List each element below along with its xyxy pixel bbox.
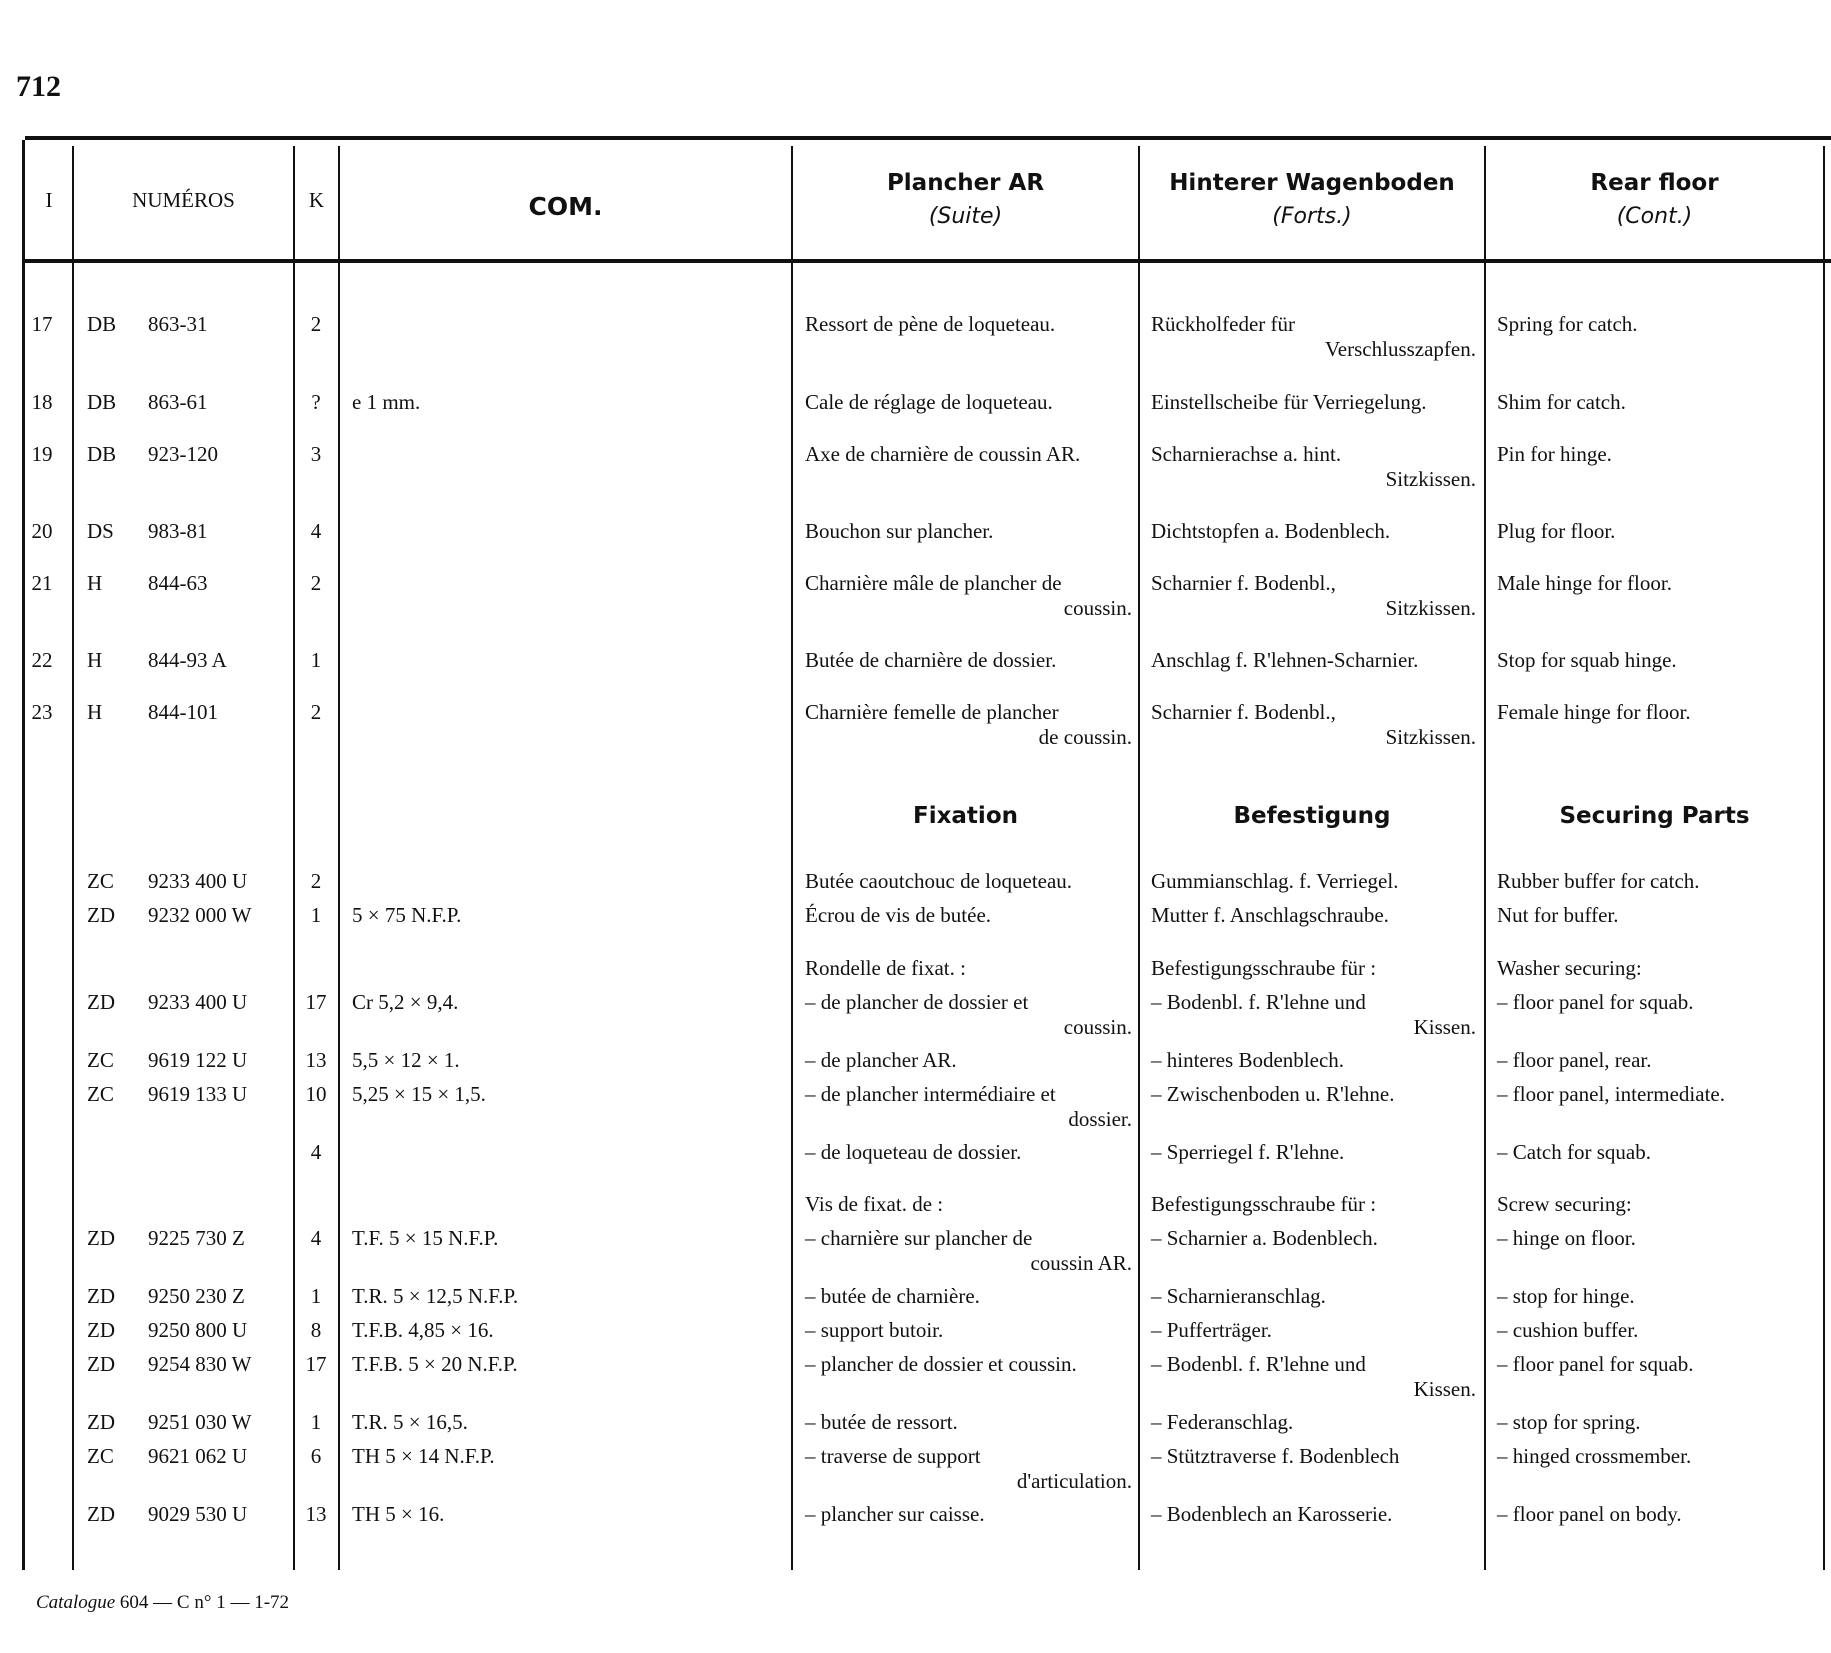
desc-de bbox=[1151, 1226, 1476, 1251]
ref-index: 21 bbox=[31, 571, 53, 595]
ref-index: 18 bbox=[31, 390, 53, 414]
desc-fr bbox=[805, 1502, 1132, 1527]
desc-fr-line1: – traverse de support bbox=[805, 1444, 981, 1468]
quantity: 1 bbox=[310, 1284, 322, 1308]
desc-de bbox=[1151, 1284, 1476, 1309]
quantity: 13 bbox=[305, 1048, 327, 1072]
quantity: 2 bbox=[310, 700, 322, 724]
desc-fr-line2: d'articulation. bbox=[1016, 1469, 1132, 1493]
part-number: 9619 122 U bbox=[148, 1048, 248, 1072]
part-number: 844-93 A bbox=[148, 648, 227, 672]
desc-de-line2: Sitzkissen. bbox=[1385, 725, 1476, 749]
desc-en: – hinged crossmember. bbox=[1497, 1444, 1692, 1468]
desc-de bbox=[1151, 1444, 1476, 1469]
desc-de-line1: Befestigungsschraube für : bbox=[1151, 956, 1377, 980]
desc-de-line1: Scharnier f. Bodenbl., bbox=[1151, 571, 1336, 595]
quantity: 13 bbox=[305, 1502, 327, 1526]
part-prefix: ZC bbox=[87, 1444, 114, 1468]
quantity: 3 bbox=[310, 442, 322, 466]
desc-de bbox=[1151, 442, 1476, 492]
desc-fr bbox=[805, 1318, 1132, 1343]
part-number: 923-120 bbox=[148, 442, 218, 466]
desc-de bbox=[1151, 519, 1476, 544]
part-prefix: ZC bbox=[87, 869, 114, 893]
ref-index: 22 bbox=[31, 648, 53, 672]
header-col-com: COM. bbox=[528, 192, 603, 221]
desc-de-line1: Mutter f. Anschlagschraube. bbox=[1151, 903, 1389, 927]
quantity: 1 bbox=[310, 1410, 322, 1434]
header-bottom-rule bbox=[25, 259, 1831, 263]
ref-index: 17 bbox=[31, 312, 53, 336]
desc-fr-line2: coussin. bbox=[1063, 596, 1132, 620]
desc-fr bbox=[805, 648, 1132, 673]
desc-fr bbox=[805, 1192, 1132, 1217]
desc-fr bbox=[805, 700, 1132, 750]
part-prefix: ZD bbox=[87, 1502, 115, 1526]
desc-en: Rubber buffer for catch. bbox=[1497, 869, 1700, 893]
table-row bbox=[0, 648, 1831, 708]
header-en-sub: (Cont.) bbox=[1616, 204, 1693, 229]
comment: T.F.B. 4,85 × 16. bbox=[352, 1318, 494, 1342]
desc-de bbox=[1151, 571, 1476, 621]
header-de-sub: (Forts.) bbox=[1272, 204, 1352, 229]
desc-fr-line1: – de plancher de dossier et bbox=[805, 990, 1029, 1014]
desc-de bbox=[1151, 990, 1476, 1040]
desc-de-line2: Sitzkissen. bbox=[1385, 596, 1476, 620]
desc-de bbox=[1151, 869, 1476, 894]
header-fr-title: Plancher AR bbox=[886, 170, 1045, 196]
table-row bbox=[0, 1352, 1831, 1412]
part-number: 9250 800 U bbox=[148, 1318, 248, 1342]
table-row bbox=[0, 571, 1831, 631]
comment: T.R. 5 × 12,5 N.F.P. bbox=[352, 1284, 519, 1308]
desc-en: Shim for catch. bbox=[1497, 390, 1626, 414]
desc-en: – floor panel for squab. bbox=[1497, 990, 1694, 1014]
part-number: 9029 530 U bbox=[148, 1502, 248, 1526]
table-row bbox=[0, 700, 1831, 760]
part-prefix: H bbox=[87, 700, 103, 724]
desc-fr bbox=[805, 312, 1132, 337]
part-number: 9251 030 W bbox=[148, 1410, 252, 1434]
section-heading-en: Securing Parts bbox=[1559, 803, 1750, 829]
comment: TH 5 × 14 N.F.P. bbox=[352, 1444, 495, 1468]
part-number: 844-101 bbox=[148, 700, 218, 724]
desc-fr-line1: Ressort de pène de loqueteau. bbox=[805, 312, 1056, 336]
part-number: 9233 400 U bbox=[148, 869, 248, 893]
desc-en: Pin for hinge. bbox=[1497, 442, 1612, 466]
header-col-k: K bbox=[308, 188, 325, 212]
desc-fr bbox=[805, 956, 1132, 981]
footer-catalogue: Catalogue bbox=[36, 1592, 116, 1613]
desc-de-line1: – hinteres Bodenblech. bbox=[1151, 1048, 1345, 1072]
part-number: 863-31 bbox=[148, 312, 208, 336]
desc-fr-line1: Bouchon sur plancher. bbox=[805, 519, 994, 543]
quantity: 4 bbox=[310, 1140, 322, 1164]
desc-de bbox=[1151, 1082, 1476, 1107]
desc-fr bbox=[805, 903, 1132, 928]
desc-de-line1: – Pufferträger. bbox=[1151, 1318, 1272, 1342]
desc-de bbox=[1151, 648, 1476, 673]
comment: T.F.B. 5 × 20 N.F.P. bbox=[352, 1352, 518, 1376]
desc-de-line1: Befestigungsschraube für : bbox=[1151, 1192, 1377, 1216]
quantity: 4 bbox=[310, 1226, 322, 1250]
desc-en: – Catch for squab. bbox=[1497, 1140, 1651, 1164]
comment: T.F. 5 × 15 N.F.P. bbox=[352, 1226, 499, 1250]
table-row bbox=[0, 990, 1831, 1050]
desc-de-line1: – Bodenbl. f. R'lehne und bbox=[1151, 990, 1366, 1014]
desc-de-line1: Scharnier f. Bodenbl., bbox=[1151, 700, 1336, 724]
part-prefix: DS bbox=[87, 519, 114, 543]
desc-fr-line2: dossier. bbox=[1068, 1107, 1132, 1131]
part-prefix: ZD bbox=[87, 903, 115, 927]
part-number: 9621 062 U bbox=[148, 1444, 248, 1468]
desc-en: Screw securing: bbox=[1497, 1192, 1632, 1216]
quantity: 1 bbox=[310, 903, 322, 927]
desc-de-line1: – Scharnieranschlag. bbox=[1151, 1284, 1326, 1308]
desc-fr bbox=[805, 1284, 1132, 1309]
table-row bbox=[0, 1226, 1831, 1286]
desc-de-line1: – Bodenblech an Karosserie. bbox=[1151, 1502, 1393, 1526]
header-col-fr bbox=[793, 170, 1138, 229]
comment: T.R. 5 × 16,5. bbox=[352, 1410, 468, 1434]
desc-en: Nut for buffer. bbox=[1497, 903, 1619, 927]
desc-fr-line2: coussin. bbox=[1063, 1015, 1132, 1039]
desc-de-line1: Einstellscheibe für Verriegelung. bbox=[1151, 390, 1427, 414]
desc-fr-line1: Rondelle de fixat. : bbox=[805, 956, 966, 980]
desc-de bbox=[1151, 1140, 1476, 1165]
header-col-i: I bbox=[45, 188, 53, 212]
header-col-numeros: NUMÉROS bbox=[132, 188, 235, 212]
part-prefix: ZD bbox=[87, 1410, 115, 1434]
desc-fr-line1: Axe de charnière de coussin AR. bbox=[805, 442, 1081, 466]
quantity: 10 bbox=[305, 1082, 327, 1106]
desc-en: – stop for hinge. bbox=[1497, 1284, 1635, 1308]
desc-de-line2: Kissen. bbox=[1413, 1377, 1476, 1401]
part-prefix: H bbox=[87, 648, 103, 672]
comment: 5,5 × 12 × 1. bbox=[352, 1048, 460, 1072]
desc-de bbox=[1151, 312, 1476, 362]
comment: Cr 5,2 × 9,4. bbox=[352, 990, 459, 1014]
section-heading-fr: Fixation bbox=[912, 803, 1018, 829]
desc-de-line1: Scharnierachse a. hint. bbox=[1151, 442, 1342, 466]
desc-fr-line1: – charnière sur plancher de bbox=[805, 1226, 1033, 1250]
desc-de bbox=[1151, 1352, 1476, 1402]
desc-fr-line1: Écrou de vis de butée. bbox=[805, 903, 992, 927]
header-col-de bbox=[1140, 170, 1484, 229]
desc-de-line1: – Scharnier a. Bodenblech. bbox=[1151, 1226, 1378, 1250]
desc-fr bbox=[805, 1444, 1132, 1494]
desc-fr-line1: Butée caoutchouc de loqueteau. bbox=[805, 869, 1073, 893]
part-prefix: ZD bbox=[87, 1318, 115, 1342]
table-row bbox=[0, 442, 1831, 502]
ref-index: 20 bbox=[31, 519, 53, 543]
table-row bbox=[0, 390, 1831, 450]
desc-de-line1: Rückholfeder für bbox=[1151, 312, 1296, 336]
part-number: 9225 730 Z bbox=[148, 1226, 245, 1250]
desc-fr-line1: – de plancher AR. bbox=[805, 1048, 957, 1072]
header-fr-sub: (Suite) bbox=[928, 204, 1003, 229]
desc-fr bbox=[805, 571, 1132, 621]
quantity: 6 bbox=[310, 1444, 322, 1468]
table-row bbox=[0, 312, 1831, 372]
desc-de bbox=[1151, 1502, 1476, 1527]
part-number: 863-61 bbox=[148, 390, 208, 414]
quantity: 2 bbox=[310, 312, 322, 336]
desc-de bbox=[1151, 1318, 1476, 1343]
table-row bbox=[0, 903, 1831, 963]
desc-fr bbox=[805, 1048, 1132, 1073]
desc-en: Plug for floor. bbox=[1497, 519, 1616, 543]
desc-fr-line1: Butée de charnière de dossier. bbox=[805, 648, 1057, 672]
header-en-title: Rear floor bbox=[1590, 170, 1719, 196]
desc-de-line2: Verschlusszapfen. bbox=[1324, 337, 1476, 361]
part-prefix: ZC bbox=[87, 1048, 114, 1072]
desc-fr-line1: – plancher sur caisse. bbox=[805, 1502, 985, 1526]
desc-en: Stop for squab hinge. bbox=[1497, 648, 1677, 672]
desc-de-line2: Sitzkissen. bbox=[1385, 467, 1476, 491]
desc-de-line1: – Federanschlag. bbox=[1151, 1410, 1294, 1434]
desc-en: – floor panel for squab. bbox=[1497, 1352, 1694, 1376]
desc-fr-line1: Charnière mâle de plancher de bbox=[805, 571, 1062, 595]
header-col-en bbox=[1486, 170, 1823, 229]
part-number: 9254 830 W bbox=[148, 1352, 252, 1376]
comment: 5 × 75 N.F.P. bbox=[352, 903, 462, 927]
ref-index: 19 bbox=[31, 442, 53, 466]
quantity: 1 bbox=[310, 648, 322, 672]
part-number: 9250 230 Z bbox=[148, 1284, 245, 1308]
part-prefix: ZD bbox=[87, 990, 115, 1014]
header-de-title: Hinterer Wagenboden bbox=[1169, 170, 1455, 196]
desc-de-line1: Dichtstopfen a. Bodenblech. bbox=[1151, 519, 1391, 543]
footer bbox=[36, 1592, 289, 1614]
desc-de bbox=[1151, 390, 1476, 415]
desc-fr-line2: coussin AR. bbox=[1030, 1251, 1132, 1275]
top-rule bbox=[25, 136, 1831, 140]
desc-en: – floor panel, rear. bbox=[1497, 1048, 1652, 1072]
desc-fr bbox=[805, 1082, 1132, 1132]
desc-fr-line1: – de plancher intermédiaire et bbox=[805, 1082, 1056, 1106]
desc-en: – floor panel, intermediate. bbox=[1497, 1082, 1725, 1106]
quantity: 17 bbox=[305, 1352, 327, 1376]
comment: TH 5 × 16. bbox=[352, 1502, 445, 1526]
comment: 5,25 × 15 × 1,5. bbox=[352, 1082, 486, 1106]
desc-fr bbox=[805, 390, 1132, 415]
desc-fr-line1: Vis de fixat. de : bbox=[805, 1192, 944, 1216]
desc-en: – hinge on floor. bbox=[1497, 1226, 1636, 1250]
table-row bbox=[0, 519, 1831, 579]
desc-fr-line1: – butée de ressort. bbox=[805, 1410, 958, 1434]
desc-de bbox=[1151, 1192, 1476, 1217]
table-row bbox=[0, 1502, 1831, 1562]
desc-de-line1: Gummianschlag. f. Verriegel. bbox=[1151, 869, 1399, 893]
desc-en: – floor panel on body. bbox=[1497, 1502, 1682, 1526]
part-number: 9233 400 U bbox=[148, 990, 248, 1014]
table-row bbox=[0, 1140, 1831, 1200]
part-prefix: DB bbox=[87, 442, 117, 466]
part-prefix: ZD bbox=[87, 1284, 115, 1308]
desc-fr-line2: de coussin. bbox=[1038, 725, 1132, 749]
quantity: 17 bbox=[305, 990, 327, 1014]
desc-fr bbox=[805, 1410, 1132, 1435]
part-number: 983-81 bbox=[148, 519, 208, 543]
desc-fr bbox=[805, 442, 1132, 467]
desc-de-line1: – Sperriegel f. R'lehne. bbox=[1151, 1140, 1345, 1164]
desc-de-line2: Kissen. bbox=[1413, 1015, 1476, 1039]
desc-de bbox=[1151, 903, 1476, 928]
desc-en: – cushion buffer. bbox=[1497, 1318, 1639, 1342]
part-number: 9619 133 U bbox=[148, 1082, 248, 1106]
page-number: 712 bbox=[16, 70, 61, 103]
desc-en: Female hinge for floor. bbox=[1497, 700, 1691, 724]
desc-en: Male hinge for floor. bbox=[1497, 571, 1672, 595]
quantity: 2 bbox=[310, 571, 322, 595]
desc-fr-line1: Cale de réglage de loqueteau. bbox=[805, 390, 1053, 414]
footer-ref: 604 — C n° 1 — 1-72 bbox=[119, 1592, 290, 1613]
part-prefix: DB bbox=[87, 312, 117, 336]
desc-de-line1: – Stütztraverse f. Bodenblech bbox=[1151, 1444, 1400, 1468]
section-heading-de: Befestigung bbox=[1233, 803, 1391, 829]
quantity: 2 bbox=[310, 869, 322, 893]
desc-fr bbox=[805, 990, 1132, 1040]
desc-fr-line1: – plancher de dossier et coussin. bbox=[805, 1352, 1077, 1376]
part-prefix: ZC bbox=[87, 1082, 114, 1106]
desc-en: – stop for spring. bbox=[1497, 1410, 1641, 1434]
part-prefix: ZD bbox=[87, 1226, 115, 1250]
desc-de bbox=[1151, 700, 1476, 750]
comment: e 1 mm. bbox=[352, 390, 421, 414]
desc-de-line1: Anschlag f. R'lehnen-Scharnier. bbox=[1151, 648, 1419, 672]
desc-fr bbox=[805, 519, 1132, 544]
desc-fr-line1: – butée de charnière. bbox=[805, 1284, 980, 1308]
desc-fr-line1: – de loqueteau de dossier. bbox=[805, 1140, 1022, 1164]
part-number: 844-63 bbox=[148, 571, 208, 595]
part-prefix: DB bbox=[87, 390, 117, 414]
desc-de-line1: – Zwischenboden u. R'lehne. bbox=[1151, 1082, 1395, 1106]
part-prefix: H bbox=[87, 571, 103, 595]
desc-fr-line1: Charnière femelle de plancher bbox=[805, 700, 1059, 724]
quantity: 8 bbox=[310, 1318, 322, 1342]
part-number: 9232 000 W bbox=[148, 903, 252, 927]
desc-fr bbox=[805, 869, 1132, 894]
desc-fr bbox=[805, 1226, 1132, 1276]
desc-de-line1: – Bodenbl. f. R'lehne und bbox=[1151, 1352, 1366, 1376]
quantity: ? bbox=[311, 390, 321, 414]
part-prefix: ZD bbox=[87, 1352, 115, 1376]
desc-fr bbox=[805, 1140, 1132, 1165]
desc-fr-line1: – support butoir. bbox=[805, 1318, 944, 1342]
quantity: 4 bbox=[310, 519, 322, 543]
table-row bbox=[0, 1082, 1831, 1142]
ref-index: 23 bbox=[31, 700, 53, 724]
table-row bbox=[0, 1444, 1831, 1504]
desc-de bbox=[1151, 956, 1476, 981]
desc-de bbox=[1151, 1048, 1476, 1073]
desc-en: Washer securing: bbox=[1497, 956, 1642, 980]
desc-en: Spring for catch. bbox=[1497, 312, 1638, 336]
desc-fr bbox=[805, 1352, 1132, 1377]
desc-de bbox=[1151, 1410, 1476, 1435]
